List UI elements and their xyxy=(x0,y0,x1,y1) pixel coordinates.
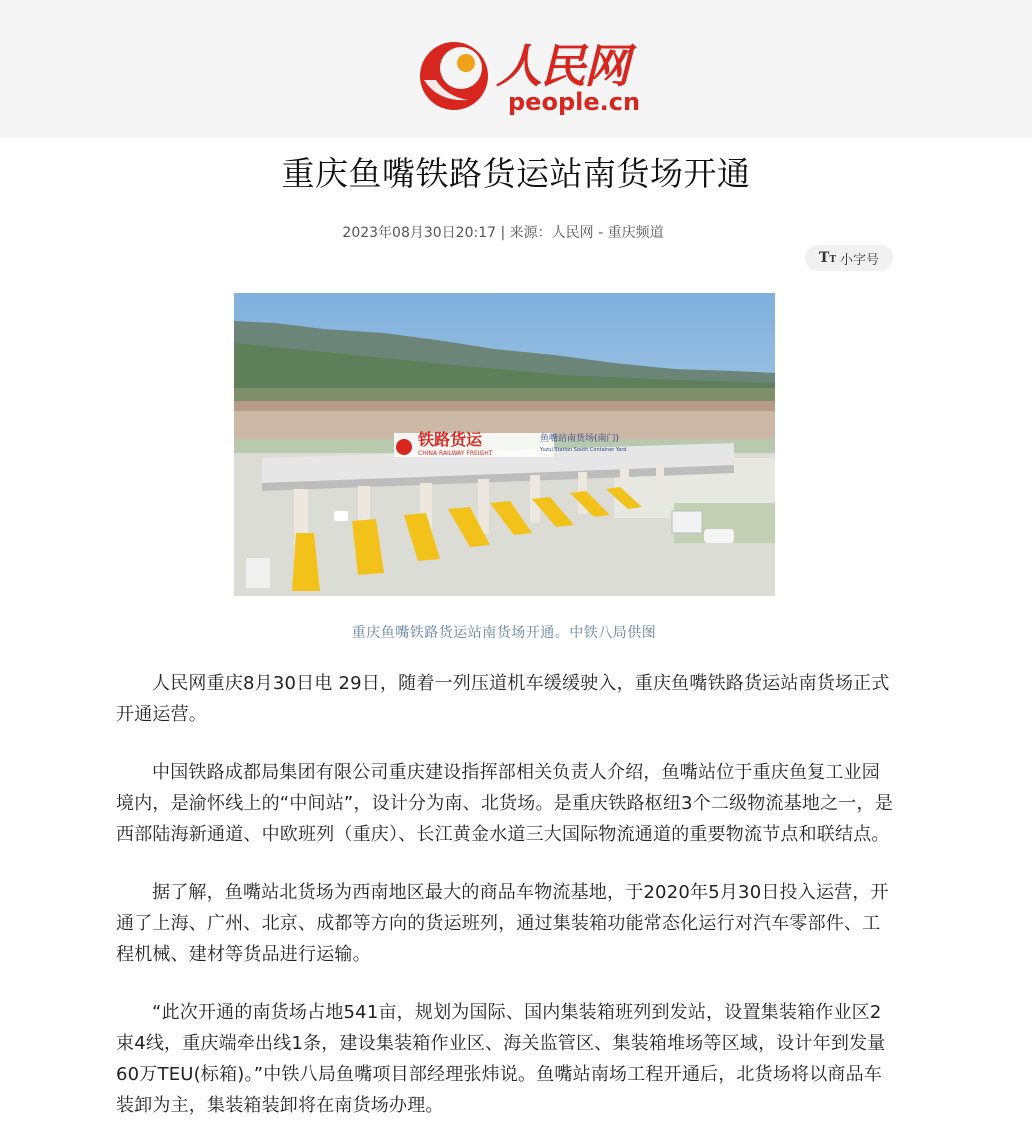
font-size-toggle-button[interactable] xyxy=(805,245,893,271)
article-photo xyxy=(234,293,775,596)
paragraph-3: 据了解，鱼嘴站北货场为西南地区最大的商品车物流基地，于2020年5月30日投入运营，开通了上海、广州、北京、成都等方向的货运班列，通过集装箱功能常态化运行对汽车零部件、工程机械、建材等货品进行运输。 xyxy=(116,882,889,965)
sign-english-text: CHINA RAILWAY FREIGHT xyxy=(418,450,493,457)
font-size-toggle-label: 小字号 xyxy=(840,252,880,268)
article-title: 重庆鱼嘴铁路货运站南货场开通 xyxy=(281,154,751,193)
font-size-icon: TT xyxy=(818,250,837,266)
logo-chinese-text: 人民网 xyxy=(496,39,628,93)
site-header xyxy=(0,0,1032,138)
article-meta: 2023年08月30日20:17 | 来源：人民网 - 重庆频道 xyxy=(342,225,664,241)
sign-side-chinese-text: 鱼嘴站南货场(南门) xyxy=(540,434,620,444)
logo-english-text: people.cn xyxy=(508,88,641,116)
sign-side-english-text: Yuzui Station South Container Yard xyxy=(540,447,627,453)
paragraph-1: 人民网重庆8月30日电 29日，随着一列压道机车缓缓驶入，重庆鱼嘴铁路货运站南货场正式开通运营。 xyxy=(116,673,890,725)
people-cn-logo[interactable] xyxy=(416,34,641,124)
paragraph-2: 中国铁路成都局集团有限公司重庆建设指挥部相关负责人介绍，鱼嘴站位于重庆鱼复工业园境内，是渝怀线上的“中间站”，设计分为南、北货场。是重庆铁路枢纽3个二级物流基地之一，是西部陆海新通道、中欧班列（重庆）、长江黄金水道三大国际物流通道的重要物流节点和联结点。 xyxy=(116,762,893,845)
people-logo-icon xyxy=(416,36,492,112)
paragraph-4: “此次开通的南货场占地541亩，规划为国际、国内集装箱班列到发站，设置集装箱作业区2束4线，重庆端牵出线1条，建设集装箱作业区、海关监管区、集装箱堆场等区域，设计年到发量60万TEU(标箱)。”中铁八局鱼嘴项目部经理张炜说。鱼嘴站南场工程开通后，北货场将以商品车装卸为主，集装箱装卸将在南货场办理。 xyxy=(116,1002,886,1116)
sign-chinese-text: 铁路货运 xyxy=(418,430,483,449)
photo-caption: 重庆鱼嘴铁路货运站南货场开通。中铁八局供图 xyxy=(351,625,657,641)
article-body xyxy=(116,668,896,1148)
